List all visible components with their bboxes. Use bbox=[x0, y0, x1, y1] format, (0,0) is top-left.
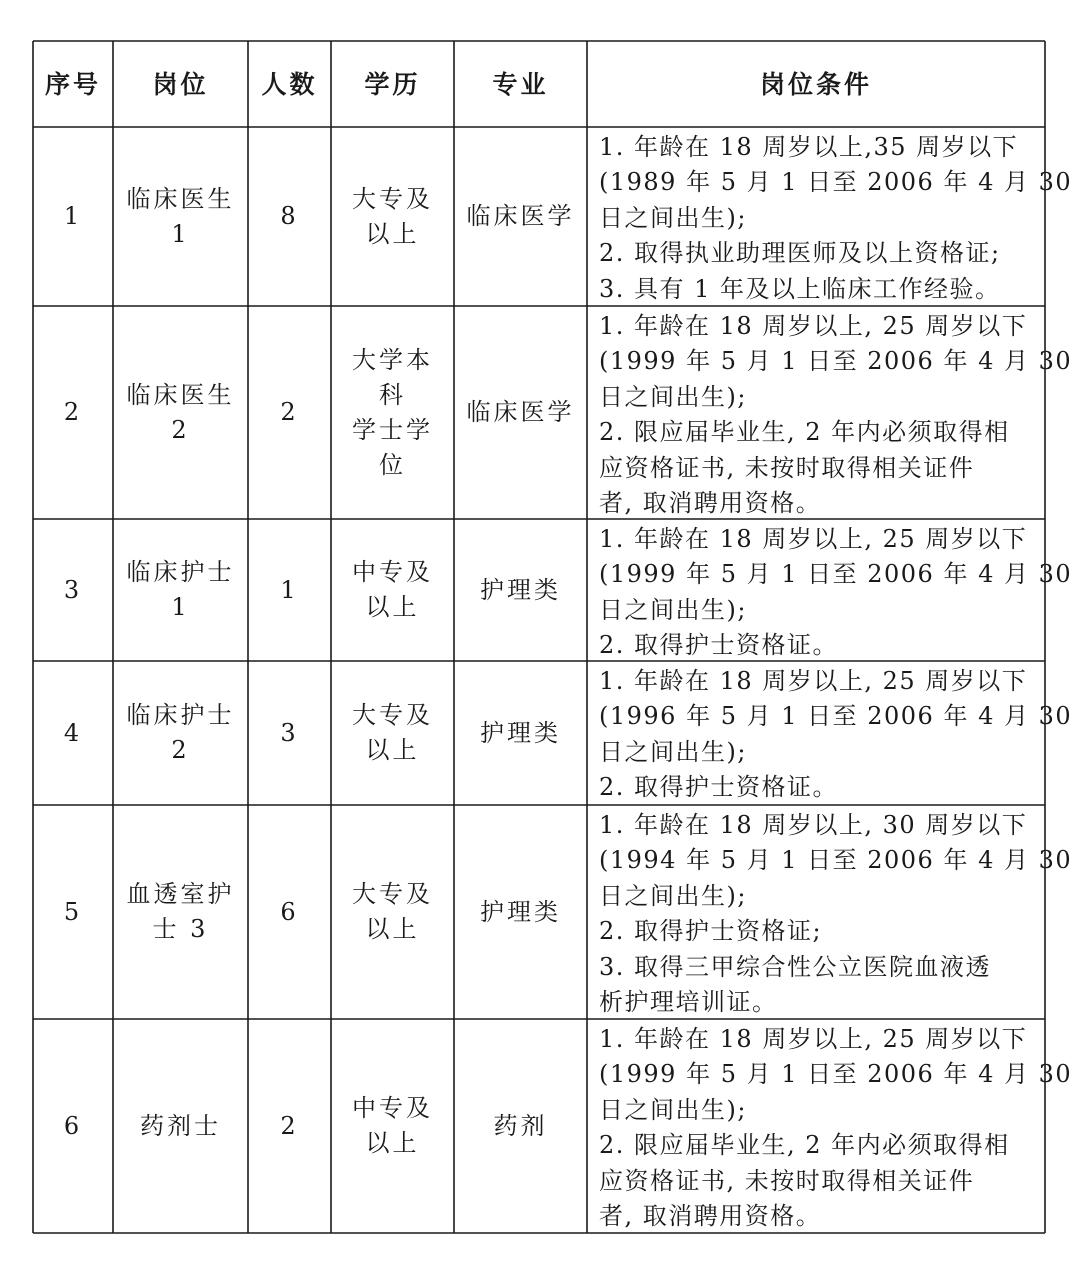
post-cell bbox=[113, 1019, 248, 1233]
condition-line: (1989 年 5 月 1 日至 2006 年 4 月 30 bbox=[599, 168, 1073, 197]
condition-line: 2. 限应届毕业生, 2 年内必须取得相 bbox=[599, 418, 1010, 447]
headcount: 6 bbox=[280, 897, 299, 926]
post-name-line: 药剂士 bbox=[140, 1111, 221, 1140]
major-line: 临床医学 bbox=[466, 398, 575, 426]
post-cell bbox=[113, 519, 248, 661]
education-line: 大专及 bbox=[352, 880, 433, 908]
post-name-line: 1 bbox=[171, 593, 190, 621]
post-name-line: 血透室护 bbox=[126, 880, 235, 908]
education-line: 中专及 bbox=[352, 558, 433, 586]
condition-line: 应资格证书, 未按时取得相关证件 bbox=[599, 453, 975, 482]
headcount-cell bbox=[248, 519, 331, 661]
education-line: 以上 bbox=[365, 915, 420, 943]
serial-no: 3 bbox=[63, 575, 83, 604]
serial-no: 4 bbox=[63, 718, 83, 747]
major-cell bbox=[454, 519, 587, 661]
education-line: 学士学 bbox=[352, 415, 433, 444]
major-line: 护理类 bbox=[480, 575, 561, 604]
condition-line: (1999 年 5 月 1 日至 2006 年 4 月 30 bbox=[599, 1060, 1073, 1089]
education-line: 位 bbox=[379, 450, 406, 479]
post-name-lines bbox=[127, 698, 235, 768]
major-cell bbox=[454, 805, 587, 1019]
condition-line: 日之间出生); bbox=[599, 737, 747, 766]
major-line: 护理类 bbox=[480, 718, 561, 747]
education-lines bbox=[352, 877, 433, 947]
post-name-line: 1 bbox=[171, 219, 190, 248]
condition-line: 日之间出生); bbox=[599, 1095, 747, 1124]
post-name-line: 2 bbox=[171, 415, 190, 444]
conditions-cell bbox=[587, 661, 1073, 805]
post-name-line: 临床护士 bbox=[126, 701, 235, 729]
serial-no-cell bbox=[33, 1019, 113, 1233]
condition-line: 析护理培训证。 bbox=[599, 988, 778, 1017]
condition-line: (1999 年 5 月 1 日至 2006 年 4 月 30 bbox=[599, 560, 1073, 589]
post-name-lines bbox=[127, 877, 235, 947]
header-serial-no-label: 序号 bbox=[44, 69, 101, 99]
condition-line: 1. 年龄在 18 周岁以上, 25 周岁以下 bbox=[599, 312, 1028, 340]
header-post-label: 岗位 bbox=[152, 69, 209, 99]
post-name-line: 2 bbox=[171, 736, 190, 764]
condition-line: (1994 年 5 月 1 日至 2006 年 4 月 30 bbox=[599, 846, 1073, 875]
condition-line: (1999 年 5 月 1 日至 2006 年 4 月 30 bbox=[599, 347, 1073, 376]
header-conditions-label: 岗位条件 bbox=[759, 69, 872, 99]
post-name-line: 临床护士 bbox=[126, 558, 235, 586]
education-line: 以上 bbox=[365, 219, 420, 248]
header-education-label: 学历 bbox=[364, 69, 421, 99]
post-cell bbox=[113, 805, 248, 1019]
post-cell bbox=[113, 661, 248, 805]
condition-line: 者, 取消聘用资格。 bbox=[599, 489, 822, 518]
post-name-line: 临床医生 bbox=[126, 184, 235, 213]
condition-lines bbox=[599, 808, 1073, 1020]
serial-no: 5 bbox=[63, 897, 83, 926]
condition-lines bbox=[599, 309, 1073, 521]
post-name-lines bbox=[140, 1109, 221, 1144]
headcount: 2 bbox=[280, 1111, 299, 1140]
major-lines bbox=[467, 199, 575, 234]
education-line: 大专及 bbox=[352, 184, 433, 213]
education-lines bbox=[352, 1091, 433, 1161]
education-line: 以上 bbox=[365, 1129, 420, 1157]
header-serial-no bbox=[33, 41, 113, 127]
major-cell bbox=[454, 306, 587, 519]
serial-no-cell bbox=[33, 306, 113, 519]
condition-line: 1. 年龄在 18 周岁以上, 25 周岁以下 bbox=[599, 525, 1028, 553]
condition-line: 日之间出生); bbox=[599, 595, 747, 624]
education-cell bbox=[331, 1019, 454, 1233]
post-name-lines bbox=[127, 378, 235, 448]
condition-line: 2. 取得护士资格证。 bbox=[599, 773, 839, 802]
major-lines bbox=[480, 573, 561, 608]
condition-line: 应资格证书, 未按时取得相关证件 bbox=[599, 1166, 975, 1195]
condition-line: (1996 年 5 月 1 日至 2006 年 4 月 30 bbox=[599, 702, 1073, 731]
education-line: 科 bbox=[379, 380, 406, 409]
major-cell bbox=[454, 661, 587, 805]
condition-line: 日之间出生); bbox=[599, 203, 747, 232]
header-education bbox=[331, 41, 454, 127]
education-lines bbox=[352, 698, 433, 768]
serial-no-cell bbox=[33, 519, 113, 661]
major-line: 临床医学 bbox=[466, 202, 575, 230]
headcount: 3 bbox=[280, 718, 299, 747]
condition-line: 日之间出生); bbox=[599, 382, 747, 411]
headcount-cell bbox=[248, 127, 331, 306]
serial-no-cell bbox=[33, 661, 113, 805]
post-cell bbox=[113, 306, 248, 519]
condition-line: 1. 年龄在 18 周岁以上, 25 周岁以下 bbox=[599, 1025, 1028, 1053]
condition-lines bbox=[599, 1022, 1073, 1234]
condition-line: 2. 取得护士资格证; bbox=[599, 917, 823, 946]
major-lines bbox=[494, 1109, 548, 1144]
condition-lines bbox=[599, 664, 1073, 806]
major-lines bbox=[480, 716, 561, 751]
header-post bbox=[113, 41, 248, 127]
education-line: 大专及 bbox=[352, 701, 433, 729]
education-line: 以上 bbox=[365, 593, 420, 621]
education-line: 中专及 bbox=[352, 1094, 433, 1122]
condition-line: 2. 限应届毕业生, 2 年内必须取得相 bbox=[599, 1131, 1010, 1160]
education-cell bbox=[331, 805, 454, 1019]
header-major-label: 专业 bbox=[492, 69, 549, 99]
education-cell bbox=[331, 127, 454, 306]
major-lines bbox=[480, 895, 561, 930]
serial-no: 2 bbox=[63, 398, 83, 426]
header-count bbox=[248, 41, 331, 127]
condition-line: 者, 取消聘用资格。 bbox=[599, 1202, 822, 1231]
conditions-cell bbox=[587, 306, 1073, 519]
serial-no: 1 bbox=[63, 202, 83, 230]
education-lines bbox=[352, 555, 433, 625]
post-name-line: 士 3 bbox=[152, 915, 209, 943]
headcount-cell bbox=[248, 805, 331, 1019]
education-cell bbox=[331, 519, 454, 661]
header-conditions bbox=[587, 41, 1045, 127]
education-line: 大学本 bbox=[352, 345, 433, 374]
post-name-lines bbox=[127, 555, 235, 625]
education-cell bbox=[331, 306, 454, 519]
headcount: 1 bbox=[280, 575, 299, 604]
condition-line: 1. 年龄在 18 周岁以上, 25 周岁以下 bbox=[599, 667, 1028, 695]
condition-line: 2. 取得执业助理医师及以上资格证; bbox=[599, 239, 1001, 268]
headcount-cell bbox=[248, 306, 331, 519]
serial-no-cell bbox=[33, 805, 113, 1019]
headcount-cell bbox=[248, 661, 331, 805]
serial-no: 6 bbox=[63, 1111, 83, 1140]
header-count-label: 人数 bbox=[261, 69, 318, 99]
header-major bbox=[454, 41, 587, 127]
post-cell bbox=[113, 127, 248, 306]
conditions-cell bbox=[587, 519, 1073, 661]
condition-line: 1. 年龄在 18 周岁以上, 30 周岁以下 bbox=[599, 811, 1028, 839]
serial-no-cell bbox=[33, 127, 113, 306]
condition-lines bbox=[599, 130, 1073, 307]
major-line: 护理类 bbox=[480, 897, 561, 926]
condition-line: 1. 年龄在 18 周岁以上,35 周岁以下 bbox=[599, 133, 1019, 161]
major-cell bbox=[454, 1019, 587, 1233]
headcount-cell bbox=[248, 1019, 331, 1233]
major-cell bbox=[454, 127, 587, 306]
major-line: 药剂 bbox=[493, 1111, 548, 1140]
conditions-cell bbox=[587, 1019, 1073, 1233]
post-name-line: 临床医生 bbox=[126, 380, 235, 409]
education-lines bbox=[352, 343, 433, 483]
condition-line: 日之间出生); bbox=[599, 881, 747, 910]
major-lines bbox=[467, 395, 575, 430]
education-cell bbox=[331, 661, 454, 805]
condition-lines bbox=[599, 522, 1073, 664]
condition-line: 3. 具有 1 年及以上临床工作经验。 bbox=[599, 274, 1001, 303]
headcount: 2 bbox=[280, 398, 299, 426]
education-line: 以上 bbox=[365, 736, 420, 764]
headcount: 8 bbox=[280, 202, 299, 230]
education-lines bbox=[352, 182, 433, 252]
condition-line: 3. 取得三甲综合性公立医院血液透 bbox=[599, 952, 992, 981]
condition-line: 2. 取得护士资格证。 bbox=[599, 631, 839, 660]
conditions-cell bbox=[587, 127, 1073, 306]
post-name-lines bbox=[127, 182, 235, 252]
conditions-cell bbox=[587, 805, 1073, 1019]
